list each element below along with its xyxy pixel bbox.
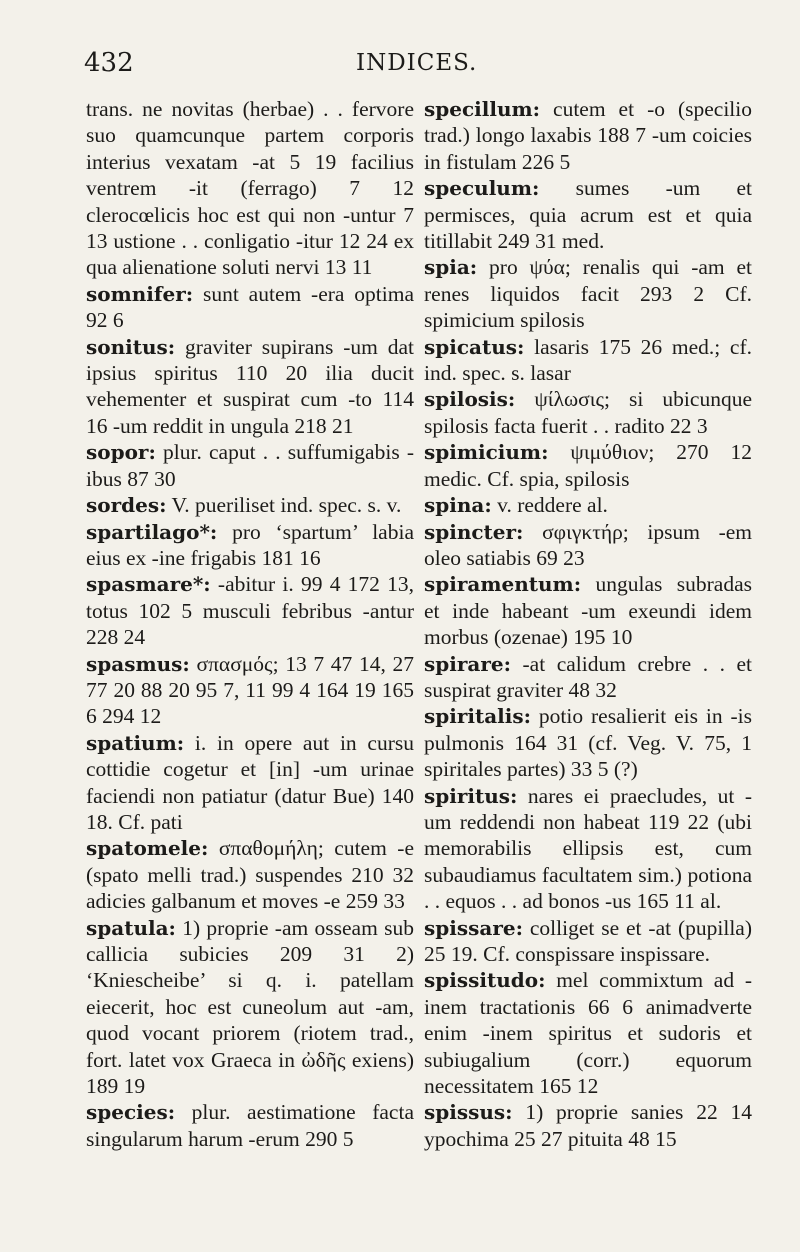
- headword: spissare:: [424, 915, 523, 940]
- entry-text: colliget se et -at (pupilla) 25 19. Cf. conspissare inspissare.: [424, 915, 752, 966]
- headword: spia:: [424, 255, 478, 280]
- index-entry: [86, 915, 414, 1100]
- index-entry: [86, 334, 414, 440]
- index-entry: [424, 783, 752, 915]
- entry-text: σπασμός; 13 7 47 14, 27 77 20 88 20 95 7, 11 99 4 164 19 165 6 294 12: [86, 651, 414, 729]
- entry-text: 1) proprie sanies 22 14 ypochima 25 27 pituita 48 15: [424, 1100, 752, 1151]
- left-column: [86, 96, 414, 1152]
- entry-text: plur. caput . . suffumigabis -ibus 87 30: [86, 440, 415, 491]
- index-entry: [424, 703, 752, 782]
- entry-text: sumes -um et permisces, quia acrum est et quia titillabit 249 31 med.: [424, 176, 753, 254]
- headword: spirare:: [424, 651, 511, 676]
- entry-text: V. pueriliset ind. spec. s. v.: [171, 493, 402, 518]
- index-entry: [86, 439, 414, 492]
- headword: spincter:: [424, 519, 524, 544]
- index-entry: [86, 651, 414, 730]
- index-entry: [86, 835, 414, 914]
- headword: spatium:: [86, 730, 185, 755]
- index-entry: [424, 334, 752, 387]
- index-entry: [424, 651, 752, 704]
- headword: spilosis:: [424, 387, 516, 412]
- entry-text: pro ψύα; renalis qui -am et renes liquidos facit 293 2 Cf. spimicium spilosis: [424, 255, 753, 333]
- headword: spatomele:: [86, 836, 209, 861]
- headword: spartilago*:: [86, 519, 218, 544]
- entry-text: trans. ne novitas (herbae) . . fervore suo quamcunque partem corporis interius vexatam -at 5 19 facilius ventrem -it (ferrago) 7 12 clerocœlicis hoc est qui non -untur 7 13 ustione . . conligatio -itur 12 24 ex qua alienatione soluti nervi 13 11: [86, 97, 414, 280]
- index-entry: [424, 967, 752, 1099]
- entry-text: ungulas subradas et inde habeant -um exeundi idem morbus (ozenae) 195 10: [424, 572, 752, 650]
- headword: spatula:: [86, 915, 176, 940]
- index-entry: [424, 915, 752, 968]
- headword: specillum:: [424, 97, 541, 121]
- index-entry: [424, 386, 752, 439]
- index-entry: [424, 492, 752, 518]
- entry-text: i. in opere aut in cursu cottidie cogetur et [in] -um urinae faciendi non patiatur (datur Bue) 140 18. Cf. pati: [86, 730, 414, 834]
- page-header: [0, 48, 800, 88]
- index-entry: [424, 571, 752, 650]
- headword: somnifer:: [86, 281, 194, 306]
- headword: spasmare*:: [86, 572, 211, 597]
- headword: spiritalis:: [424, 704, 532, 729]
- index-entry: [424, 96, 752, 175]
- index-entry: [424, 254, 752, 333]
- entry-text: 1) proprie -am osseam sub callicia subicies 209 31 2) ‘Kniescheibe’ si q. i. patellam eiecerit, hoc est cuneolum aut -am, quod vocant priorem (riotem trad., fort. latet vox Graeca in ὠδῆς exiens) 189 19: [86, 915, 414, 1099]
- headword: sordes:: [86, 493, 167, 518]
- entry-text: sunt autem -era optima 92 6: [86, 281, 414, 333]
- entry-text: σπαθομήλη; cutem -e (spato melli trad.) suspendes 210 32 adicies galbanum et moves -e 259 33: [86, 836, 414, 914]
- headword: spissus:: [424, 1100, 513, 1125]
- index-entry: [86, 571, 414, 650]
- entry-text: pro ‘spartum’ labia eius ex -ine frigabis 181 16: [86, 519, 414, 570]
- entry-text: lasaris 175 26 med.; cf. ind. spec. s. lasar: [424, 334, 753, 386]
- entry-text: -abitur i. 99 4 172 13, totus 102 5 musculi febribus -antur 228 24: [86, 572, 414, 650]
- headword: speculum:: [424, 176, 540, 201]
- index-entry: [86, 492, 414, 518]
- headword: sonitus:: [86, 334, 176, 359]
- headword: spicatus:: [424, 334, 525, 359]
- entry-text: ψίλωσις; si ubicunque spilosis facta fuerit . . radito 22 3: [424, 387, 752, 438]
- entry-text: -at calidum crebre . . et suspirat graviter 48 32: [424, 651, 753, 702]
- entry-text: nares ei praecludes, ut -um reddendi non habeat 119 22 (ubi memorabilis ellipsis est, cum subaudiamus facultatem sim.) potiona . . equos . . ad bonos -us 165 11 al.: [424, 783, 753, 914]
- index-entry: [86, 1099, 414, 1152]
- index-entry: [86, 730, 414, 836]
- running-head: INDICES.: [356, 50, 478, 76]
- index-entry: [86, 281, 414, 334]
- entry-text: graviter supirans -um dat ipsius spiritus 110 20 ilia ducit vehementer et suspirat cum -to 114 16 -um reddit in ungula 218 21: [86, 334, 414, 438]
- index-entry: [86, 96, 414, 281]
- index-entry: [86, 519, 414, 572]
- headword: spissitudo:: [424, 968, 546, 993]
- entry-text: mel commixtum ad -inem tractationis 66 6 animadverte enim -inem spiritus et sudoris et subiugalium (corr.) equorum necessitatem 165 12: [424, 968, 752, 1099]
- headword: sopor:: [86, 440, 156, 465]
- index-entry: [424, 439, 752, 492]
- entry-text: σφιγκτήρ; ipsum -em oleo satiabis 69 23: [424, 519, 753, 570]
- headword: spasmus:: [86, 651, 190, 676]
- headword: species:: [86, 1100, 176, 1125]
- entry-text: v. reddere al.: [497, 493, 608, 518]
- page-number: 432: [84, 48, 134, 78]
- entry-text: ψιμύθιον; 270 12 medic. Cf. spia, spilosis: [424, 440, 752, 491]
- headword: spimicium:: [424, 440, 549, 465]
- entry-text: plur. aestimatione facta singularum harum -erum 290 5: [86, 1100, 414, 1151]
- right-column: [424, 96, 752, 1152]
- headword: spina:: [424, 493, 492, 518]
- index-entry: [424, 175, 752, 254]
- entry-text: cutem et -o (specilio trad.) longo laxabis 188 7 -um coicies in fistulam 226 5: [424, 97, 752, 174]
- entry-text: potio resalierit eis in -is pulmonis 164 31 (cf. Veg. V. 75, 1 spiritales partes) 33 5 (?): [424, 704, 753, 782]
- headword: spiritus:: [424, 783, 518, 808]
- index-entry: [424, 1099, 752, 1152]
- index-entry: [424, 519, 752, 572]
- headword: spiramentum:: [424, 572, 582, 597]
